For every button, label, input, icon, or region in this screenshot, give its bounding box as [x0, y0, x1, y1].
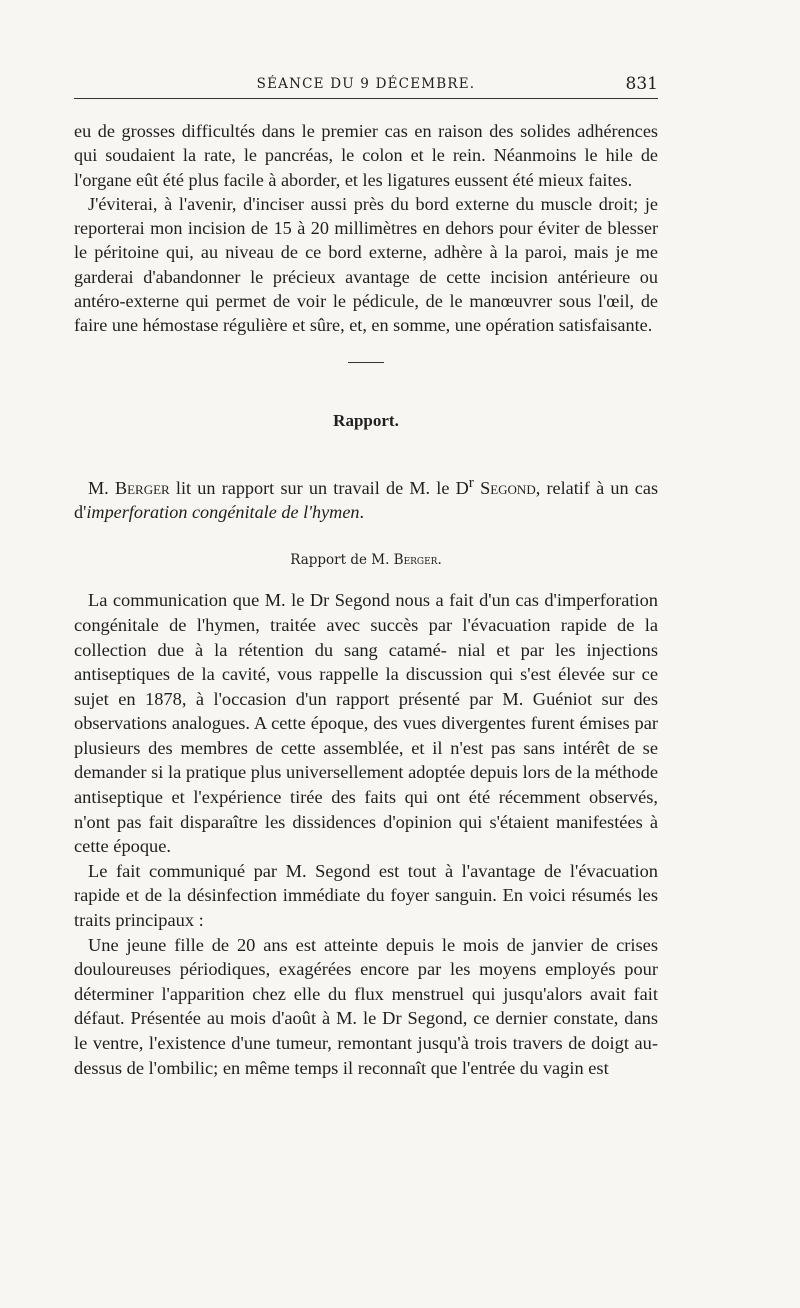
- running-title: SÉANCE DU 9 DÉCEMBRE.: [256, 76, 476, 92]
- intro-text: M.: [88, 477, 115, 498]
- paragraph: La communication que M. le Dr Segond nous a fait d'un cas d'imperforation congénitale de l'hymen, traitée avec succès par l'évacuation rapide de la collection due à la rétention du sang catamé- nial et par les injections antiseptiques de la cavité, vous rappelle la discussion qui s'est élevée sur ce sujet en 1878, à l'occasion d'un rapport présenté par M. Guéniot sur des observations analogues. A cette époque, des vues divergentes furent émises par plusieurs des membres de cette assemblée, et il n'est pas sans intérêt de se demander si la pratique plus universellement adoptée depuis lors de la méthode antiseptique et l'expérience tirée des faits qui ont été récemment observés, n'ont pas fait disparaître les dissidences d'opinion qui s'étaient manifestées à cette époque.: [74, 590, 658, 857]
- section-separator: [348, 362, 384, 363]
- title-abbrev-sup: r: [468, 473, 474, 491]
- running-header: [74, 72, 658, 99]
- report-topic: imperforation congénitale de l'hymen: [86, 502, 360, 523]
- intro-text: lit un rapport sur un travail de M. le D: [169, 477, 469, 498]
- intro-text: .: [359, 502, 365, 523]
- report-heading: [74, 552, 658, 568]
- colleague-name: Segond: [480, 477, 536, 498]
- text-block-top: [74, 119, 658, 338]
- document-page: [74, 72, 658, 1080]
- section-intro: [74, 471, 658, 525]
- report-heading-author: Berger: [393, 552, 438, 569]
- paragraph: eu de grosses difficultés dans le premier cas en raison des solides adhérences qui soudaient la rate, le pancréas, le colon et le rein. Néanmoins le hile de l'organe eût été plus facile à aborder, et les ligatures eussent été mieux faites.: [74, 121, 658, 190]
- paragraph: J'éviterai, à l'avenir, d'inciser aussi près du bord externe du muscle droit; je reporterai mon incision de 15 à 20 millimètres en dehors pour éviter de blesser le péritoine qui, au niveau de ce bord externe, adhère à la paroi, mais je me garderai d'abandonner le précieux avantage de cette incision antérieure ou antéro-externe qui permet de voir le pédicule, de le manœuvrer sous l'œil, de faire une hémostase régulière et sûre, et, en somme, une opération satisfaisante.: [74, 193, 658, 336]
- section-title: Rapport.: [333, 410, 399, 430]
- intro-text: , relatif à un cas d': [74, 477, 659, 523]
- paragraph: Une jeune fille de 20 ans est atteinte depuis le mois de janvier de crises douloureuses périodiques, exagérées encore par les moyens employés pour déterminer l'apparition chez elle du flux menstruel qui jusqu'alors avait fait défaut. Présentée au mois d'août à M. le Dr Segond, ce dernier constate, dans le ventre, l'existence d'une tumeur, remontant jusqu'à trois travers de doigt au-dessus de l'ombilic; en même temps il reconnaît que l'entrée du vagin est: [74, 934, 658, 1078]
- author-name: Berger: [114, 477, 170, 498]
- report-heading-text: .: [437, 552, 442, 569]
- page-number: 831: [625, 74, 658, 94]
- paragraph: Le fait communiqué par M. Segond est tout à l'avantage de l'évacuation rapide et de la désinfection immédiate du foyer sanguin. En voici résumés les traits principaux :: [74, 860, 658, 931]
- text-block-report: [74, 588, 658, 1080]
- report-heading-text: Rapport de M.: [290, 552, 394, 569]
